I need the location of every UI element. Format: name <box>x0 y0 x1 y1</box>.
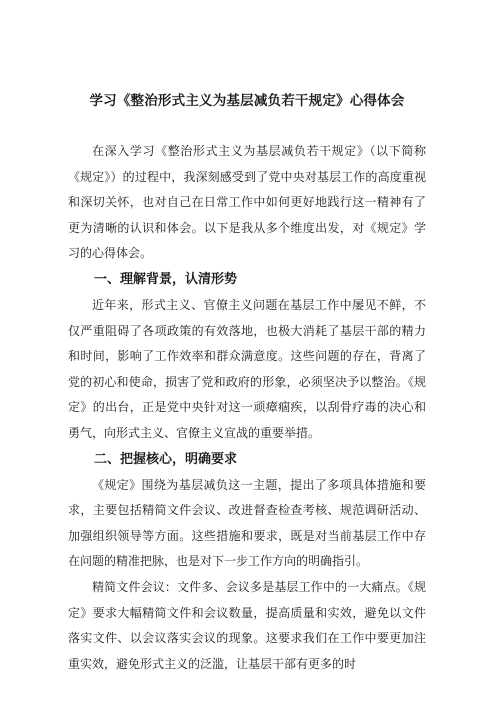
section-2-paragraph-2: 精简文件会议：文件多、会议多是基层工作中的一大痛点。《规定》要求大幅精简文件和会议数量，提高质量和实效，避免以文件落实文件、以会议落实会议的现象。这要求我们在工作中要更加注重实效，避免形式主义的泛滥，让基层干部有更多的时 <box>68 579 426 671</box>
section-2-paragraph-1: 《规定》围绕为基层减负这一主题，提出了多项具体措施和要求，主要包括精简文件会议、改进督查检查考核、规范调研活动、加强组织领导等方面。这些措施和要求，既是对当前基层工作中存在问题的精准把脉，也是对下一步工作方向的明确指引。 <box>68 477 426 569</box>
section-heading-1: 一、理解背景，认清形势 <box>94 271 238 287</box>
intro-paragraph: 在深入学习《整治形式主义为基层减负若干规定》（以下简称《规定》）的过程中，我深刻感受到了党中央对基层工作的高度重视和深切关怀，也对自己在日常工作中如何更好地践行这一精神有了更为清晰的认识和体会。以下是我从多个维度出发，对《规定》学习的心得体会。 <box>68 144 426 261</box>
section-1-paragraph: 近年来，形式主义、官僚主义问题在基层工作中屡见不鲜，不仅严重阻碍了各项政策的有效落地，也极大消耗了基层干部的精力和时间，影响了工作效率和群众满意度。这些问题的存在，背离了党的初心和使命，损害了党和政府的形象，必须坚决予以整治。《规定》的出台，正是党中央针对这一顽瘴痼疾，以刮骨疗毒的决心和勇气，向形式主义、官僚主义宣战的重要举措。 <box>68 297 426 440</box>
section-heading-2: 二、把握核心，明确要求 <box>94 451 238 467</box>
document-title: 学习《整治形式主义为基层减负若干规定》心得体会 <box>89 93 405 109</box>
